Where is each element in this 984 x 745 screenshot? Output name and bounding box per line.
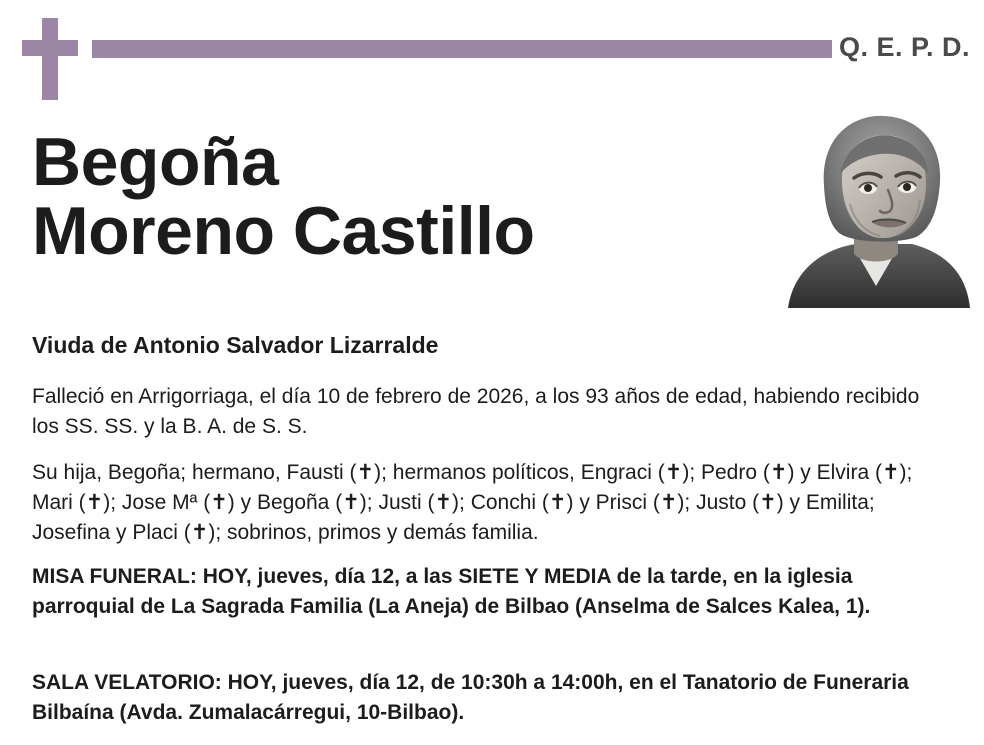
- spouse-line: Viuda de Antonio Salvador Lizarralde: [32, 332, 439, 358]
- death-paragraph: Falleció en Arrigorriaga, el día 10 de febrero de 2026, a los 93 años de edad, habiendo recibido los SS. SS. y la B. A. de S. S.: [32, 385, 920, 438]
- banner: [0, 0, 984, 100]
- banner-rule: [92, 40, 832, 58]
- first-name: Begoña: [32, 124, 279, 200]
- family-paragraph: Su hija, Begoña; hermano, Fausti (✝); hermanos políticos, Engraci (✝); Pedro (✝) y Elvira (✝); Mari (✝); Jose Mª (✝) y Begoña (✝); Justi (✝); Conchi (✝) y Prisci (✝); Justo (✝) y Emilita; Josefina y Placi (✝); sobrinos, primos y demás familia.: [32, 461, 913, 544]
- deceased-name: [32, 124, 772, 270]
- cross-icon: [22, 18, 78, 100]
- last-name: Moreno Castillo: [32, 193, 535, 270]
- qepd-label: Q. E. P. D.: [838, 32, 970, 62]
- funeral-mass-paragraph: MISA FUNERAL: HOY, jueves, día 12, a las SIETE Y MEDIA de la tarde, en la iglesia parroquial de La Sagrada Familia (La Aneja) de Bilbao (Anselma de Salces Kalea, 1).: [32, 565, 871, 618]
- wake-room-paragraph: SALA VELATORIO: HOY, jueves, día 12, de 10:30h a 14:00h, en el Tanatorio de Funeraria Bilbaína (Avda. Zumalacárregui, 10-Bilbao).: [32, 671, 909, 724]
- portrait-photo: [780, 108, 970, 308]
